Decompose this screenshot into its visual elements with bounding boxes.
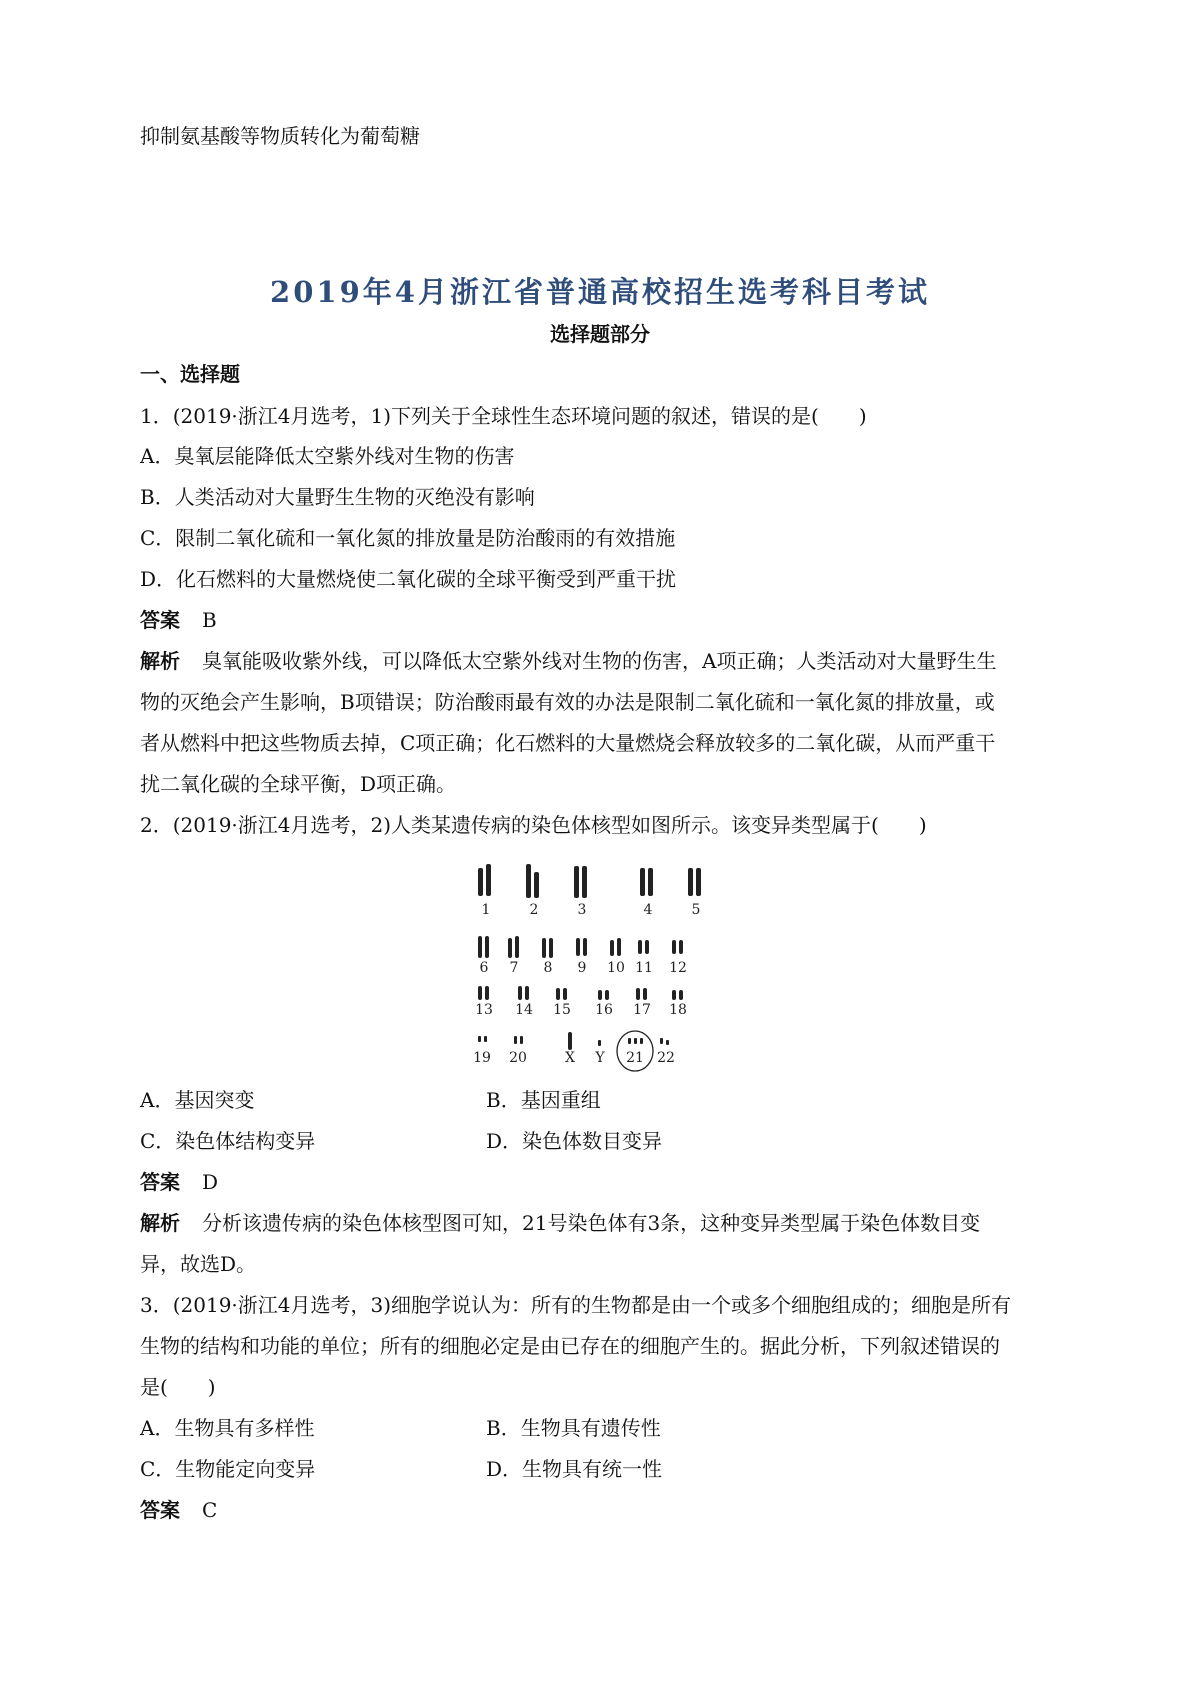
q2-option-a: A．基因突变 <box>140 1088 255 1112</box>
q2-option-d: D．染色体数目变异 <box>486 1129 663 1153</box>
q1-explanation-line-4: 扰二氧化碳的全球平衡，D项正确。 <box>140 772 457 796</box>
karyotype-label-10: 10 <box>607 960 625 976</box>
karyotype-label-5: 5 <box>691 902 701 918</box>
q1-answer <box>140 606 1060 634</box>
karyotype-label-3: 3 <box>577 902 587 918</box>
q1-answer-value: B <box>202 608 217 632</box>
karyotype-label-19: 19 <box>473 1050 491 1066</box>
karyotype-label-9: 9 <box>577 960 587 976</box>
q2-explanation-label: 解析 <box>140 1211 180 1235</box>
karyotype-figure <box>470 860 730 1090</box>
karyotype-label-15: 15 <box>553 1002 571 1018</box>
q1-option-c: C．限制二氧化硫和一氧化氮的排放量是防治酸雨的有效措施 <box>140 526 676 550</box>
karyotype-label-11: 11 <box>635 960 653 976</box>
karyotype-label-X: X <box>565 1050 575 1066</box>
karyotype-label-Y: Y <box>595 1050 605 1066</box>
top-text-line: 抑制氨基酸等物质转化为葡萄糖 <box>140 124 420 148</box>
karyotype-label-16: 16 <box>595 1002 613 1018</box>
karyotype-label-21: 21 <box>626 1050 644 1066</box>
q3-stem-line-2: 生物的结构和功能的单位；所有的细胞必定是由已存在的细胞产生的。据此分析，下列叙述错误的 <box>140 1334 1000 1358</box>
q3-option-a: A．生物具有多样性 <box>140 1416 315 1440</box>
q2-answer-value: D <box>202 1170 219 1194</box>
q1-explanation-text-1: 臭氧能吸收紫外线，可以降低太空紫外线对生物的伤害，A项正确；人类活动对大量野生生 <box>202 649 997 673</box>
karyotype-label-12: 12 <box>669 960 687 976</box>
q3-option-d: D．生物具有统一性 <box>486 1457 663 1481</box>
karyotype-label-14: 14 <box>515 1002 533 1018</box>
q2-answer <box>140 1168 1060 1196</box>
q1-explanation-label: 解析 <box>140 649 180 673</box>
q2-explanation-text-1: 分析该遗传病的染色体核型图可知，21号染色体有3条，这种变异类型属于染色体数目变 <box>202 1211 981 1235</box>
karyotype-label-17: 17 <box>633 1002 651 1018</box>
karyotype-label-22: 22 <box>657 1050 675 1066</box>
q1-option-d: D．化石燃料的大量燃烧使二氧化碳的全球平衡受到严重干扰 <box>140 567 677 591</box>
q1-stem: 1．(2019·浙江4月选考，1)下列关于全球性生态环境问题的叙述，错误的是( ) <box>140 404 867 428</box>
q1-option-a: A．臭氧层能降低太空紫外线对生物的伤害 <box>140 444 515 468</box>
exam-subtitle: 选择题部分 <box>550 322 650 346</box>
q2-stem: 2．(2019·浙江4月选考，2)人类某遗传病的染色体核型如图所示。该变异类型属于( ) <box>140 813 927 837</box>
section-heading: 一、选择题 <box>140 362 240 386</box>
chromosome-shapes <box>478 864 701 1050</box>
q3-stem-line-1: 3．(2019·浙江4月选考，3)细胞学说认为：所有的生物都是由一个或多个细胞组成的；细胞是所有 <box>140 1293 1012 1317</box>
q1-answer-label: 答案 <box>140 608 180 632</box>
q2-option-c: C．染色体结构变异 <box>140 1129 316 1153</box>
q3-answer-label: 答案 <box>140 1498 180 1522</box>
q1-explanation-line-3: 者从燃料中把这些物质去掉，C项正确；化石燃料的大量燃烧会释放较多的二氧化碳，从而严重干 <box>140 731 996 755</box>
karyotype-label-18: 18 <box>669 1002 687 1018</box>
q3-stem-line-3: 是( ) <box>140 1375 216 1399</box>
karyotype-label-8: 8 <box>543 960 553 976</box>
q3-answer-value: C <box>202 1498 218 1522</box>
q3-answer <box>140 1496 1060 1524</box>
q2-answer-label: 答案 <box>140 1170 180 1194</box>
q1-option-b: B．人类活动对大量野生生物的灭绝没有影响 <box>140 485 535 509</box>
karyotype-label-7: 7 <box>509 960 519 976</box>
karyotype-label-20: 20 <box>509 1050 527 1066</box>
karyotype-label-2: 2 <box>529 902 539 918</box>
q2-explanation-line-1 <box>140 1209 1060 1237</box>
karyotype-label-1: 1 <box>481 902 491 918</box>
exam-title: 2019年4月浙江省普通高校招生选考科目考试 <box>270 275 930 309</box>
q2-option-b: B．基因重组 <box>486 1088 601 1112</box>
q2-explanation-line-2: 异，故选D。 <box>140 1252 257 1276</box>
karyotype-label-6: 6 <box>479 960 489 976</box>
karyotype-label-4: 4 <box>643 902 653 918</box>
karyotype-label-13: 13 <box>475 1002 493 1018</box>
q3-option-b: B．生物具有遗传性 <box>486 1416 661 1440</box>
q1-explanation-line-2: 物的灭绝会产生影响，B项错误；防治酸雨最有效的办法是限制二氧化硫和一氧化氮的排放量，或 <box>140 690 995 714</box>
q1-explanation-line-1 <box>140 647 1060 675</box>
q3-option-c: C．生物能定向变异 <box>140 1457 316 1481</box>
